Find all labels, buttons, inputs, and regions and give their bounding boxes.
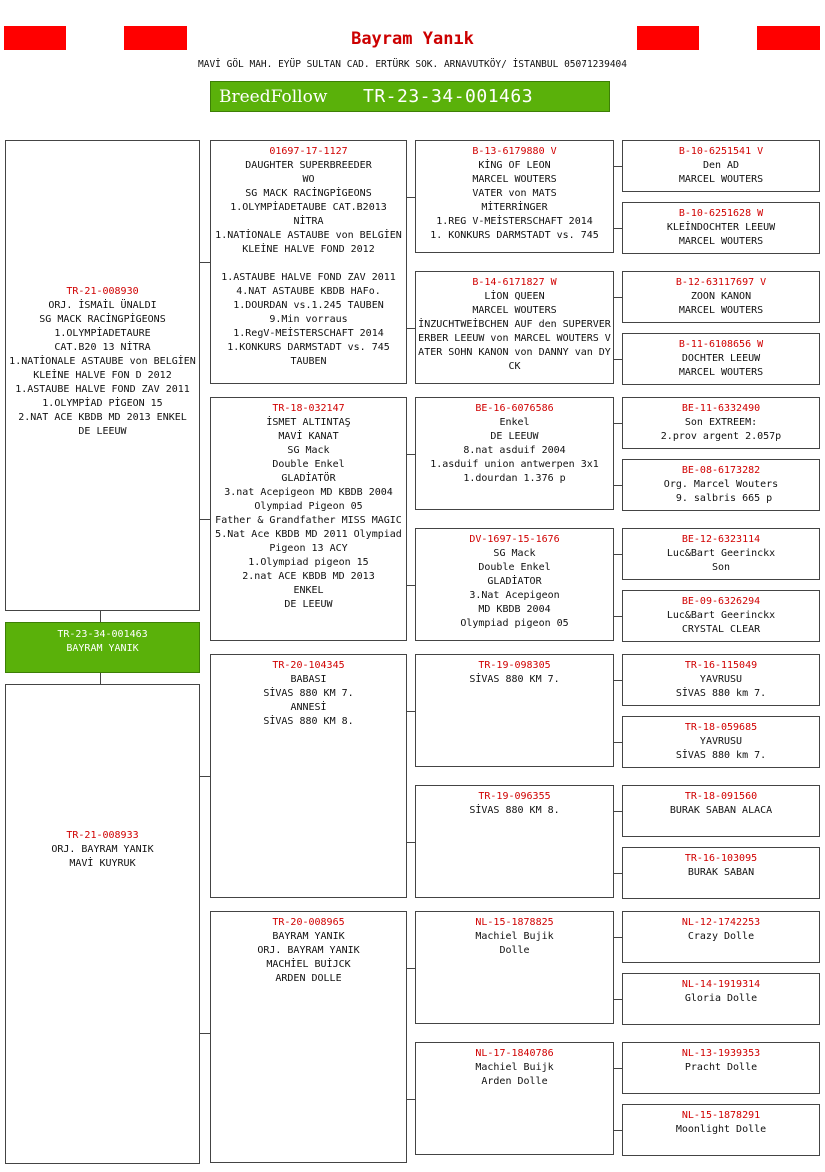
ring-number: TR-20-104345 <box>272 660 345 671</box>
grandparent-box <box>210 911 407 1163</box>
pigeon-info-line: SG MACK RACİNGPİGEONS <box>245 188 372 199</box>
pigeon-info-line: TAUBEN <box>290 356 327 367</box>
ring-number: B-12-63117697 V <box>675 277 767 288</box>
great-grandparent-box <box>415 140 614 253</box>
pigeon-info-line: 8.nat asduif 2004 <box>463 445 566 456</box>
ring-number: TR-18-091560 <box>684 791 758 802</box>
subject-box <box>5 622 200 673</box>
pigeon-info-line: MARCEL WOUTERS <box>678 305 764 316</box>
pigeon-info-line: BAYRAM YANIK <box>66 643 139 654</box>
pigeon-info-line: 1.ASTAUBE HALVE FOND ZAV 2011 <box>15 384 190 395</box>
pigeon-info-line: 1.asduif union antwerpen 3x1 <box>430 459 599 470</box>
sire-box <box>5 140 200 611</box>
ring-number: NL-17-1840786 <box>475 1048 554 1059</box>
connector-line <box>614 485 622 486</box>
ring-number: B-10-6251628 W <box>678 208 764 219</box>
pigeon-info-line: MAVİ KUYRUK <box>69 858 136 869</box>
ring-number: TR-19-096355 <box>478 791 551 802</box>
great-grandparent-box <box>415 785 614 898</box>
breeder-name: Bayram Yanık <box>351 29 474 49</box>
connector-line <box>614 554 622 555</box>
pigeon-info-line: 1.OLYMPİADETAURE <box>54 328 151 339</box>
pigeon-info-line: MARCEL WOUTERS <box>678 174 764 185</box>
pigeon-info-line: MARCEL WOUTERS <box>472 174 557 185</box>
pigeon-info-line: 1.dourdan 1.376 p <box>463 473 566 484</box>
pigeon-info-line: SG Mack <box>287 445 330 456</box>
pigeon-info-line: 9. salbris 665 p <box>669 493 773 504</box>
ancestor-box <box>622 1042 820 1094</box>
pigeon-info-line: SİVAS 880 km 7. <box>675 750 767 761</box>
pigeon-info-line: SİVAS 880 km 7. <box>675 688 767 699</box>
pigeon-info-line: Den AD <box>702 160 740 171</box>
pigeon-info-line: Father & Grandfather MISS MAGIC <box>215 515 402 526</box>
pigeon-info-line: 1.RegV-MEİSTERSCHAFT 2014 <box>233 328 384 339</box>
grandparent-box <box>210 140 407 384</box>
pigeon-info-line: ORJ. İSMAİL ÜNALDI <box>48 300 157 311</box>
ring-number: TR-21-008930 <box>66 286 139 297</box>
pigeon-info-line: WO <box>302 174 315 185</box>
pigeon-info-line: 1.NATİONALE ASTAUBE von BELGİEN KLEİNE HALVE FON D 2012 <box>9 356 202 381</box>
ring-number: BE-12-6323114 <box>681 534 761 545</box>
ring-number: NL-13-1939353 <box>681 1048 761 1059</box>
pigeon-info-line: Double Enkel <box>478 562 551 573</box>
ancestor-box <box>622 271 820 323</box>
ring-number: TR-20-008965 <box>272 917 345 928</box>
pigeon-info-line: BAYRAM YANIK <box>272 931 345 942</box>
pigeon-info-line: GLADİATÖR <box>281 473 336 484</box>
breeder-address: MAVİ GÖL MAH. EYÜP SULTAN CAD. ERTÜRK SOK. ARNAVUTKÖY/ İSTANBUL 05071239404 <box>198 59 627 70</box>
pigeon-info-line: MACHİEL BUİJCK <box>266 959 351 970</box>
great-grandparent-box <box>415 528 614 641</box>
connector-line <box>407 454 415 455</box>
ancestor-box <box>622 140 820 192</box>
pigeon-info-line: MARCEL WOUTERS <box>678 367 764 378</box>
ancestor-box <box>622 397 820 449</box>
pigeon-info-line: VATER von MATS <box>472 188 557 199</box>
ring-number: DV-1697-15-1676 <box>469 534 560 545</box>
pigeon-info-line: BABASI <box>290 674 327 685</box>
connector-line <box>407 1099 415 1100</box>
pigeon-info-line: 4.NAT ASTAUBE KBDB HAFo. <box>236 286 381 297</box>
connector-line <box>614 873 622 874</box>
connector-line <box>100 611 101 622</box>
pigeon-info-line: Machiel Buijk <box>475 1062 554 1073</box>
ring-number: BE-08-6173282 <box>681 465 761 476</box>
pigeon-info-line: Luc&Bart Geerinckx <box>666 610 776 621</box>
pigeon-info-line: Crazy Dolle <box>687 931 755 942</box>
pigeon-info-line: Pracht Dolle <box>684 1062 758 1073</box>
connector-line <box>614 166 622 167</box>
connector-line <box>614 811 622 812</box>
ring-number: B-11-6108656 W <box>678 339 764 350</box>
pigeon-info-line: 1. KONKURS DARMSTADT vs. 745 <box>430 230 599 241</box>
ring-number: TR-21-008933 <box>66 830 139 841</box>
pigeon-info-line: Olympiad Pigeon 05 <box>254 501 363 512</box>
pigeon-info-line: Son <box>711 562 731 573</box>
connector-line <box>100 673 101 684</box>
pigeon-info-line: GLADİATOR <box>487 576 542 587</box>
pigeon-info-line: MARCEL WOUTERS <box>472 305 557 316</box>
connector-line <box>614 680 622 681</box>
connector-line <box>614 937 622 938</box>
grandparent-box <box>210 654 407 898</box>
connector-line <box>614 742 622 743</box>
pigeon-info-line: Arden Dolle <box>481 1076 548 1087</box>
pigeon-info-line: CRYSTAL CLEAR <box>681 624 761 635</box>
pigeon-info-line: 1.DOURDAN vs.1.245 TAUBEN <box>233 300 384 311</box>
grandparent-box <box>210 397 407 641</box>
pigeon-info-line: 1.KONKURS DARMSTADT vs. 745 <box>227 342 390 353</box>
pigeon-info-line: MAVİ KANAT <box>278 431 339 442</box>
connector-line <box>614 359 622 360</box>
pigeon-info-line: 1.Olympiad pigeon 15 <box>248 557 369 568</box>
pigeon-info-line: CAT.B20 13 NİTRA <box>54 342 151 353</box>
connector-line <box>614 999 622 1000</box>
ring-number: TR-18-032147 <box>272 403 345 414</box>
pigeon-info-line: KİNG OF LEON <box>478 160 551 171</box>
ring-number: BE-16-6076586 <box>475 403 554 414</box>
great-grandparent-box <box>415 397 614 510</box>
pigeon-info-line: Double Enkel <box>272 459 345 470</box>
connector-line <box>200 262 210 263</box>
pigeon-info-line: SİVAS 880 KM 7. <box>469 674 560 685</box>
pigeon-info-line <box>211 257 406 271</box>
pigeon-info-line: MD KBDB 2004 <box>478 604 551 615</box>
pigeon-info-line: ANNESİ <box>290 702 327 713</box>
pigeon-info-line: SİVAS 880 KM 7. <box>263 688 354 699</box>
connector-line <box>614 1130 622 1131</box>
ring-number: BE-11-6332490 <box>681 403 761 414</box>
pigeon-info-line: 1.OLYMPİADETAUBE CAT.B2013 <box>230 202 387 213</box>
great-grandparent-box <box>415 911 614 1024</box>
pigeon-info-line: ZOON KANON <box>690 291 752 302</box>
ancestor-box <box>622 716 820 768</box>
pigeon-info-line: Moonlight Dolle <box>675 1124 767 1135</box>
connector-line <box>407 968 415 969</box>
ancestor-box <box>622 459 820 511</box>
pigeon-info-line: 1.NATİONALE ASTAUBE von BELGİEN KLEİNE HALVE FOND 2012 <box>215 230 408 255</box>
pigeon-info-line: 5.Nat Ace KBDB MD 2011 Olympiad Pigeon 13 ACY <box>215 529 408 554</box>
pigeon-info-line: 9.Min vorraus <box>269 314 348 325</box>
pigeon-info-line: DOCHTER LEEUW <box>681 353 761 364</box>
pigeon-info-line: DAUGHTER SUPERBREEDER <box>245 160 372 171</box>
pigeon-info-line: BURAK SABAN ALACA <box>669 805 773 816</box>
connector-line <box>614 616 622 617</box>
brand-banner <box>210 81 610 112</box>
ring-number: B-10-6251541 V <box>678 146 764 157</box>
pigeon-info-line: SİVAS 880 KM 8. <box>263 716 354 727</box>
pigeon-info-line: ENKEL <box>293 585 324 596</box>
pigeon-info-line: 2.nat ACE KBDB MD 2013 <box>242 571 375 582</box>
pigeon-info-line: İSMET ALTINTAŞ <box>266 417 351 428</box>
pigeon-info-line: 2.prov argent 2.057p <box>660 431 782 442</box>
great-grandparent-box <box>415 1042 614 1155</box>
connector-line <box>614 423 622 424</box>
pigeon-info-line: ARDEN DOLLE <box>275 973 342 984</box>
pigeon-info-line: 3.Nat Acepigeon <box>469 590 560 601</box>
ring-number: TR-16-115049 <box>684 660 758 671</box>
pigeon-info-line: Son EXTREEM: <box>684 417 758 428</box>
connector-line <box>407 585 415 586</box>
connector-line <box>200 519 210 520</box>
pigeon-info-line: 1.ASTAUBE HALVE FOND ZAV 2011 <box>221 272 396 283</box>
pigeon-info-line: YAVRUSU <box>699 674 743 685</box>
ring-number: NL-12-1742253 <box>681 917 761 928</box>
ring-number: NL-14-1919314 <box>681 979 761 990</box>
ring-number: TR-23-34-001463 <box>57 629 148 640</box>
pigeon-info-line: Dolle <box>499 945 530 956</box>
pigeon-info-line: Olympiad pigeon 05 <box>460 618 569 629</box>
pigeon-info-line: Org. Marcel Wouters <box>663 479 779 490</box>
pigeon-info-line: NİTRA <box>293 216 324 227</box>
connector-line <box>200 1033 210 1034</box>
connector-line <box>614 228 622 229</box>
great-grandparent-box <box>415 654 614 767</box>
brand-name: BreedFollow <box>219 87 328 107</box>
pigeon-info-line: YAVRUSU <box>699 736 743 747</box>
pigeon-info-line: KLEİNDOCHTER LEEUW <box>666 222 776 233</box>
pigeon-info-line: DE LEEUW <box>284 599 333 610</box>
connector-line <box>407 328 415 329</box>
pigeon-info-line: Gloria Dolle <box>684 993 758 1004</box>
ancestor-box <box>622 333 820 385</box>
ancestor-box <box>622 202 820 254</box>
pigeon-info-line: SG Mack <box>493 548 536 559</box>
ring-number: B-14-6171827 W <box>472 277 557 288</box>
pigeon-info-line: LİON QUEEN <box>484 291 545 302</box>
ancestor-box <box>622 847 820 899</box>
pigeon-info-line: Enkel <box>499 417 530 428</box>
pigeon-info-line: ORJ. BAYRAM YANIK <box>51 844 154 855</box>
ancestor-box <box>622 973 820 1025</box>
connector-line <box>200 776 210 777</box>
ring-number: B-13-6179880 V <box>472 146 557 157</box>
ring-number: TR-19-098305 <box>478 660 551 671</box>
great-grandparent-box <box>415 271 614 384</box>
pigeon-info-line: MİTERRİNGER <box>481 202 548 213</box>
connector-line <box>614 1068 622 1069</box>
ancestor-box <box>622 785 820 837</box>
ring-number: BE-09-6326294 <box>681 596 761 607</box>
pigeon-info-line: Machiel Bujik <box>475 931 554 942</box>
ancestor-box <box>622 654 820 706</box>
pigeon-info-line: Luc&Bart Geerinckx <box>666 548 776 559</box>
connector-line <box>614 297 622 298</box>
pigeon-info-line: DE LEEUW <box>78 426 127 437</box>
pigeon-info-line: MARCEL WOUTERS <box>678 236 764 247</box>
ancestor-box <box>622 1104 820 1156</box>
connector-line <box>407 711 415 712</box>
ancestor-box <box>622 590 820 642</box>
pigeon-info-line: BURAK SABAN <box>687 867 755 878</box>
ring-number: NL-15-1878825 <box>475 917 554 928</box>
pigeon-info-line: ORJ. BAYRAM YANIK <box>257 945 360 956</box>
ancestor-box <box>622 528 820 580</box>
pigeon-info-line: 1.OLYMPİAD PİGEON 15 <box>42 398 163 409</box>
ring-number: NL-15-1878291 <box>681 1110 761 1121</box>
banner-ring-number: TR-23-34-001463 <box>363 86 534 107</box>
pigeon-info-line: 1.REG V-MEİSTERSCHAFT 2014 <box>436 216 593 227</box>
pigeon-info-line: SG MACK RACİNGPİGEONS <box>39 314 166 325</box>
ancestor-box <box>622 911 820 963</box>
connector-line <box>407 842 415 843</box>
pigeon-info-line: İNZUCHTWEİBCHEN AUF den SUPERVERERBER LEEUW von MARCEL WOUTERS VATER SOHN KANON von DANNY van DYCK <box>418 319 611 372</box>
pigeon-info-line: DE LEEUW <box>490 431 539 442</box>
ring-number: 01697-17-1127 <box>269 146 348 157</box>
dam-box <box>5 684 200 1164</box>
ring-number: TR-18-059685 <box>684 722 758 733</box>
pigeon-info-line: 2.NAT ACE KBDB MD 2013 ENKEL <box>18 412 187 423</box>
ring-number: TR-16-103095 <box>684 853 758 864</box>
pigeon-info-line: SİVAS 880 KM 8. <box>469 805 560 816</box>
pigeon-info-line: 3.nat Acepigeon MD KBDB 2004 <box>224 487 393 498</box>
connector-line <box>407 197 415 198</box>
